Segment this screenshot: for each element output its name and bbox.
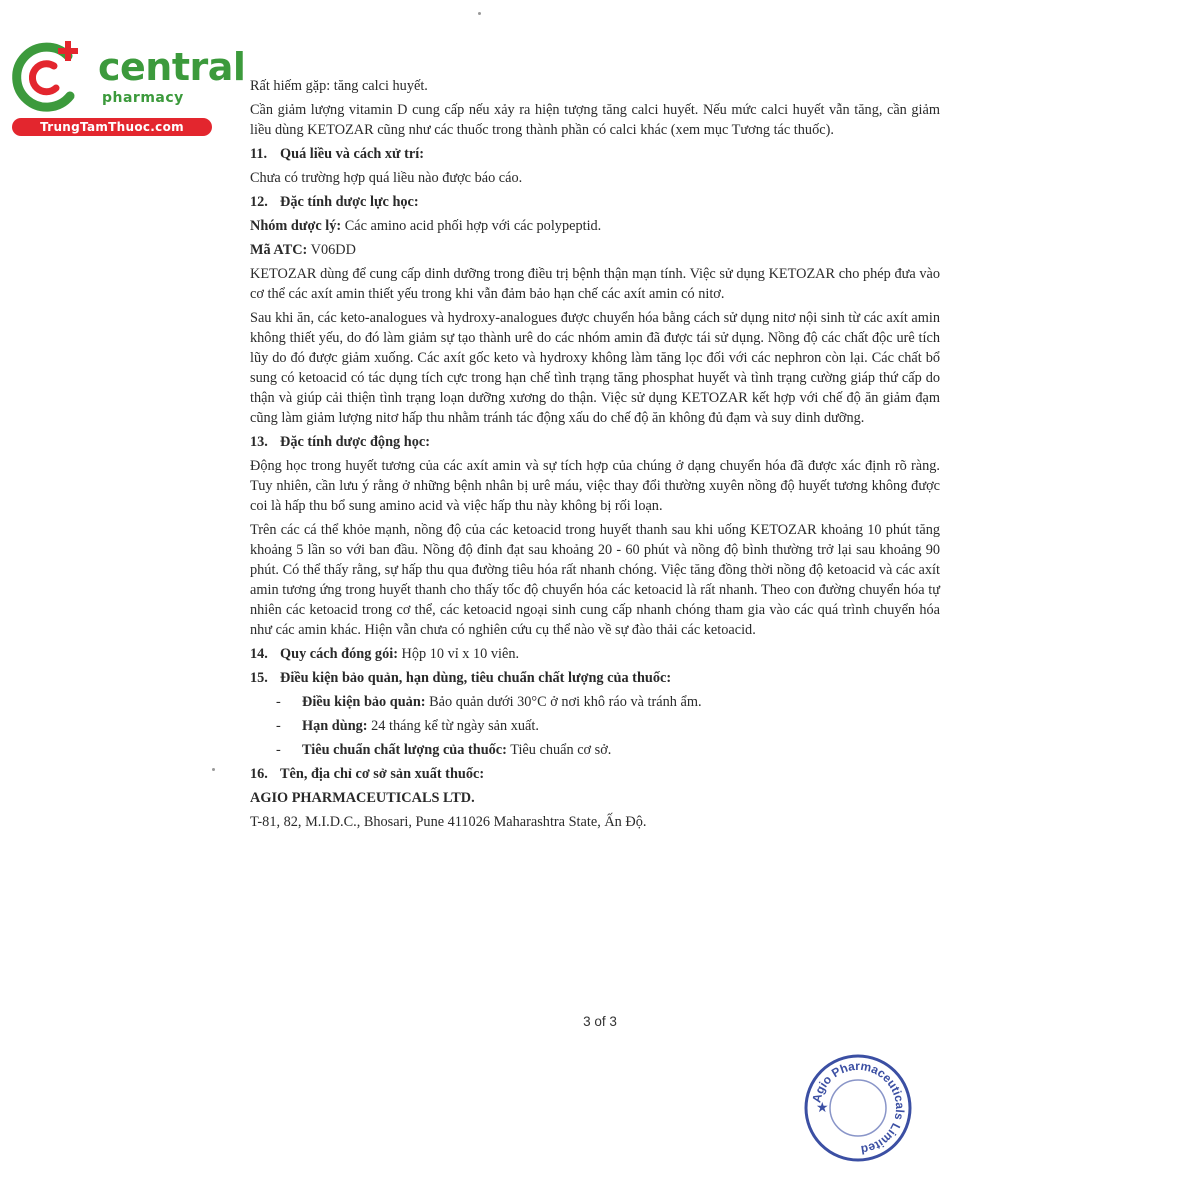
bullet-dash: -: [276, 742, 281, 758]
bullet-dash: -: [276, 694, 281, 710]
section-title: Điều kiện bảo quản, hạn dùng, tiêu chuẩn chất lượng của thuốc:: [280, 670, 672, 686]
central-pharmacy-logo-mark: [10, 38, 90, 114]
logo-banner: TrungTamThuoc.com: [12, 118, 212, 136]
section-title: Quá liều và cách xử trí:: [280, 146, 424, 162]
scan-speck: [478, 12, 481, 15]
section-title: Quy cách đóng gói:: [280, 646, 398, 662]
page-number: 3 of 3: [583, 1014, 617, 1029]
section-title: Đặc tính dược động học:: [280, 434, 430, 450]
list-item: [250, 692, 940, 712]
paragraph: Rất hiếm gặp: tăng calci huyết.: [250, 78, 428, 94]
section-number: 12.: [250, 194, 268, 210]
section-heading-11: [250, 144, 940, 164]
storage-list: [250, 692, 940, 760]
manufacturer-address: T-81, 82, M.I.D.C., Bhosari, Pune 411026 Maharashtra State, Ấn Độ.: [250, 814, 647, 830]
field-label: Mã ATC:: [250, 242, 308, 258]
section-heading-13: [250, 432, 940, 452]
field-value: Bảo quản dưới 30°C ở nơi khô ráo và tránh ẩm.: [425, 694, 702, 710]
field-label: Tiêu chuẩn chất lượng của thuốc:: [302, 742, 507, 758]
pharmacological-group: [250, 216, 940, 236]
manufacturer-name: AGIO PHARMACEUTICALS LTD.: [250, 790, 475, 806]
section-number: 16.: [250, 766, 268, 782]
field-value: Tiêu chuẩn cơ sở.: [506, 742, 612, 758]
field-value: V06DD: [307, 242, 356, 258]
list-item: [250, 716, 940, 736]
section-title: Đặc tính dược lực học:: [280, 194, 419, 210]
paragraph: Chưa có trường hợp quá liều nào được báo cáo.: [250, 170, 523, 186]
list-item: [250, 740, 940, 760]
company-stamp: [802, 1052, 914, 1164]
bullet-dash: -: [276, 718, 281, 734]
field-label: Hạn dùng:: [302, 718, 368, 734]
stamp-text: Agio Pharmaceuticals Limited: [809, 1058, 908, 1157]
logo-subtitle: pharmacy: [102, 90, 184, 106]
section-number: 15.: [250, 670, 268, 686]
paragraph: Trên các cá thể khỏe mạnh, nồng độ của các ketoacid trong huyết thanh sau khi uống KETOZAR khoảng 10 phút tăng khoảng 5 lần so với ban đầu. Nồng độ đỉnh đạt sau khoảng 20 - 60 phút và nồng độ bình thường trở lại sau khoảng 90 phút. Có thể thấy rằng, sự hấp thu qua đường tiêu hóa rất nhanh chóng. Việc tăng đồng thời nồng độ ketoacid và các axít amin tương ứng trong huyết thanh cho thấy tốc độ chuyển hóa các ketoacid là rất nhanh. Theo con đường chuyển hóa tự nhiên các ketoacid trong cơ thể, các ketoacid ngoại sinh cung cấp nhanh chóng tham gia vào các quá trình chuyển hóa như các amin khác. Hiện vẫn chưa có nghiên cứu cụ thể nào về sự đào thải các ketoacid.: [250, 522, 940, 638]
scan-speck: [212, 768, 215, 771]
section-heading-14: [250, 644, 940, 664]
section-heading-12: [250, 192, 940, 212]
atc-code: [250, 240, 940, 260]
section-heading-16: [250, 764, 940, 784]
section-title: Tên, địa chỉ cơ sở sản xuất thuốc:: [280, 766, 485, 782]
section-number: 11.: [250, 146, 268, 162]
field-label: Điều kiện bảo quản:: [302, 694, 426, 710]
central-pharmacy-logo: [10, 38, 246, 138]
section-number: 14.: [250, 646, 268, 662]
document-body: [250, 76, 940, 836]
field-label: Nhóm dược lý:: [250, 218, 342, 234]
paragraph: KETOZAR dùng để cung cấp dinh dưỡng trong điều trị bệnh thận mạn tính. Việc sử dụng KETOZAR cho phép đưa vào cơ thể các axít amin thiết yếu trong khi vẫn đảm bảo hạn chế các axít amin có nitơ.: [250, 266, 940, 302]
logo-wordmark: central: [98, 45, 246, 89]
field-value: 24 tháng kể từ ngày sản xuất.: [367, 718, 539, 734]
paragraph: Sau khi ăn, các keto-analogues và hydroxy-analogues được chuyển hóa bằng cách sử dụng nitơ nội sinh từ các axít amin không thiết yếu, do đó làm giảm sự tạo thành urê do các nhóm amin đã được tái sử dụng. Nồng độ các chất độc urê tích lũy do đó được giảm xuống. Các axít gốc keto và hydroxy không làm tăng lọc đối với các nephron còn lại. Các chất bổ sung có ketoacid có tác dụng tích cực trong hạn chế tình trạng tăng phosphat huyết và tình trạng cường giáp thứ cấp do thận và giúp cải thiện tình trạng loạn dưỡng xương do thận. Việc sử dụng KETOZAR kết hợp với chế độ ăn giảm đạm cũng làm giảm lượng nitơ hấp thu nhằm tránh tác động xấu do chế độ ăn không đủ đạm và suy dinh dưỡng.: [250, 310, 940, 426]
section-heading-15: [250, 668, 940, 688]
paragraph: Cần giảm lượng vitamin D cung cấp nếu xảy ra hiện tượng tăng calci huyết. Nếu mức calci huyết vẫn tăng, cần giảm liều dùng KETOZAR cũng như các thuốc trong thành phần có calci khác (xem mục Tương tác thuốc).: [250, 102, 940, 138]
field-value: Các amino acid phối hợp với các polypeptid.: [341, 218, 602, 234]
section-value: Hộp 10 vỉ x 10 viên.: [397, 646, 520, 662]
section-number: 13.: [250, 434, 268, 450]
star-icon: ★: [816, 1100, 829, 1116]
paragraph: Động học trong huyết tương của các axít amin và sự tích hợp của chúng ở dạng chuyển hóa đã được xác định rõ ràng. Tuy nhiên, cần lưu ý rằng ở những bệnh nhân bị urê máu, việc thay đổi thường xuyên nồng độ huyết tương không được coi là hấp thu bổ sung amino acid và việc hấp thu này không bị rối loạn.: [250, 458, 940, 514]
